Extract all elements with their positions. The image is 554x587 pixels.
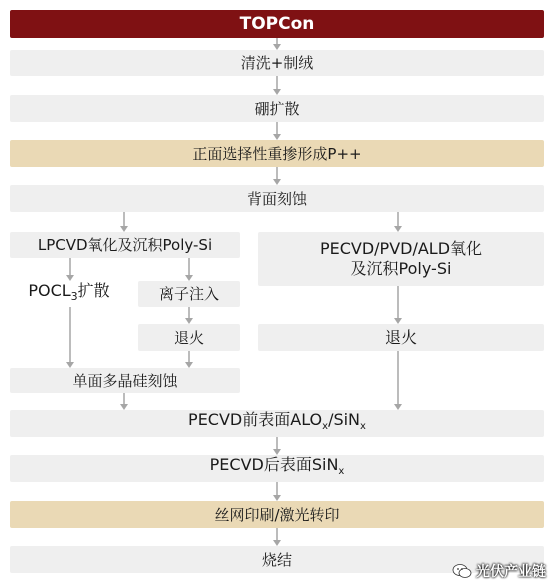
arrow-clean-to-boron	[273, 76, 281, 95]
front-sub-1: x	[322, 421, 329, 433]
pocl-subscript: 3	[70, 290, 78, 304]
arrow-pocl-to-etch	[66, 307, 74, 368]
arrow-print-to-sinter	[273, 528, 281, 546]
arrow-ion-to-anneal	[185, 307, 193, 324]
step-selective-doping: 正面选择性重掺形成P++	[10, 140, 544, 167]
step-print-laser: 丝网印刷/激光转印	[10, 501, 544, 528]
wechat-icon	[452, 563, 472, 579]
front-pre: PECVD前表面ALO	[188, 409, 323, 429]
front-mid: /SiN	[328, 409, 361, 429]
arrow-lpcvd-to-ion	[185, 258, 193, 281]
arrow-selective-to-backetch	[273, 167, 281, 185]
watermark	[452, 561, 546, 581]
pecvd-line-1: PECVD/PVD/ALD氧化	[319, 239, 483, 258]
back-sub: x	[338, 466, 345, 478]
diagram-title: TOPCon	[10, 10, 544, 38]
pocl-prefix: POCL	[28, 280, 71, 300]
back-pre: PECVD后表面SiN	[209, 454, 339, 474]
pecvd-line-2: 及沉积Poly-Si	[350, 259, 452, 278]
arrow-anneal-to-etch	[185, 351, 193, 368]
front-sub-2: x	[360, 421, 366, 433]
step-back-etch: 背面刻蚀	[10, 185, 544, 212]
arrow-title-to-clean	[273, 38, 281, 50]
arrow-pecvd-to-anneal	[394, 286, 402, 324]
step-sinter: 烧结	[10, 546, 544, 573]
arrow-boron-to-selective	[273, 122, 281, 140]
step-single-side-etch: 单面多晶硅刻蚀	[10, 368, 240, 393]
step-anneal-right: 退火	[258, 324, 544, 351]
arrow-anneal-right-to-front	[394, 351, 402, 410]
arrow-backetch-to-lpcvd	[120, 212, 128, 232]
watermark-text: 光伏产业链	[476, 564, 546, 580]
step-anneal-left: 退火	[138, 324, 240, 351]
arrow-etch-to-front	[120, 393, 128, 410]
arrow-backetch-to-pecvd	[394, 212, 402, 232]
step-pecvd-pvd-ald	[258, 232, 544, 286]
step-pocl3-diffusion	[10, 281, 128, 307]
step-front-passivation	[10, 410, 544, 437]
arrow-back-to-print	[273, 482, 281, 501]
step-boron-diffusion: 硼扩散	[10, 95, 544, 122]
step-ion-implant: 离子注入	[138, 281, 240, 307]
step-back-passivation	[10, 455, 544, 482]
arrow-lpcvd-to-pocl	[66, 258, 74, 281]
arrow-front-to-back	[273, 437, 281, 455]
step-clean-texture: 清洗+制绒	[10, 50, 544, 76]
step-lpcvd: LPCVD氧化及沉积Poly-Si	[10, 232, 240, 258]
pocl-suffix: 扩散	[77, 280, 110, 300]
